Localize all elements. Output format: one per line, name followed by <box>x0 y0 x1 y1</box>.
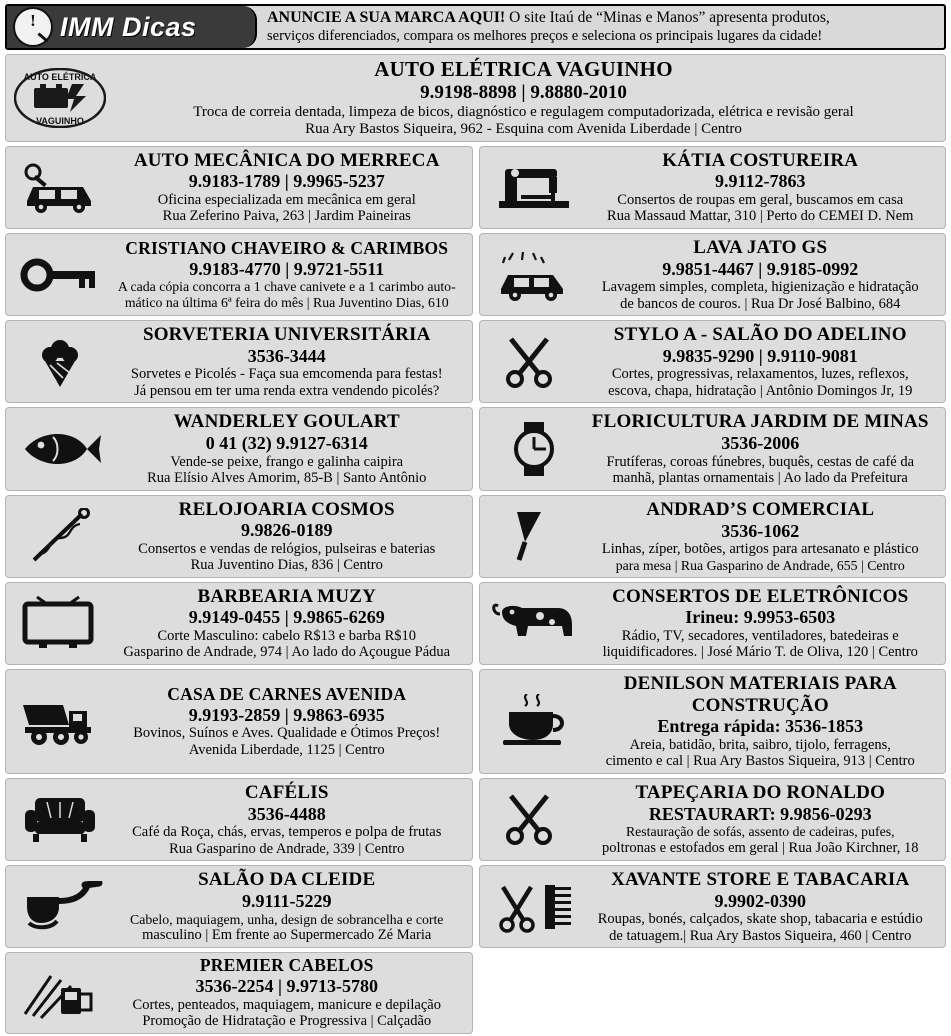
ad-address-line: Promoção de Hidratação e Progressiva | Calçadão <box>142 1013 432 1030</box>
header-ad-line-2: serviços diferenciados, compara os melhores preços e seleciona os principais lugares da cidade! <box>267 27 823 44</box>
ad-description-line: Cabelo, maquiagem, unha, design de sobrancelha e corte <box>130 911 444 927</box>
ad-text-relojoaria-cosmos <box>582 411 940 486</box>
ad-card-salao-da-cleide[interactable] <box>479 778 947 861</box>
ad-card-relojoaria-cosmos[interactable] <box>479 407 947 490</box>
ad-description-line: Areia, batidão, brita, saibro, tijolo, ferragens, <box>629 736 891 753</box>
ad-address-line: Avenida Liberdade, 1125 | Centro <box>188 741 385 758</box>
car-battery-lightning-icon <box>12 68 108 128</box>
ad-description-line: Consertos e vendas de relógios, pulseiras e baterias <box>138 540 436 557</box>
car-wash-icon <box>486 249 582 301</box>
ad-address-line: mático na última 6ª feira do mês | Rua Juventino Dias, 610 <box>124 294 449 310</box>
ad-text-sorveteria-universitaria <box>108 324 466 399</box>
coffee-cup-icon <box>486 694 582 748</box>
ad-card-cristiano-chaveiro-carimbos[interactable] <box>5 233 473 316</box>
ad-address-line: Rua Elísio Alves Amorim, 85-B | Santo Antônio <box>147 470 427 487</box>
ad-title: XAVANTE STORE E TABACARIA <box>611 869 910 891</box>
ad-card-katia-costureira[interactable] <box>479 146 947 229</box>
ad-description-line: Troca de correia dentada, limpeza de bicos, diagnóstico e regulagem computadorizada, elétrica e revisão geral <box>193 103 854 120</box>
dump-truck-icon <box>12 695 108 747</box>
ad-description-line: Lavagem simples, completa, higienização e hidratação <box>601 279 919 296</box>
ad-text-auto-mecanica-do-merreca <box>108 150 466 225</box>
ad-description-line: Roupas, bonés, calçados, skate shop, tabacaria e estúdio <box>597 911 923 928</box>
ad-description-line: Cortes, progressivas, relaxamentos, luzes, reflexos, <box>611 366 909 383</box>
smoking-pipe-icon <box>12 881 108 933</box>
ad-phone: 3536-2254 | 9.9713-5780 <box>195 976 378 997</box>
ad-title: CRISTIANO CHAVEIRO & CARIMBOS <box>125 237 449 258</box>
ad-address-line: Rua Zeferino Paiva, 263 | Jardim Paineiras <box>162 208 411 225</box>
ad-title: STYLO A - SALÃO DO ADELINO <box>613 324 907 346</box>
ad-address-line: escova, chapa, hidratação | Antônio Domingos Jr, 19 <box>608 382 913 399</box>
ad-address-line: de tatuagem.| Rua Ary Bastos Siqueira, 460 | Centro <box>609 927 912 944</box>
ad-card-xavante-store-e-tabacaria[interactable] <box>5 865 473 948</box>
ad-phone: 9.9111-5229 <box>241 891 332 912</box>
ad-card-cafelis[interactable] <box>479 669 947 774</box>
ad-card-premier-cabelos[interactable] <box>479 865 947 948</box>
key-icon <box>12 249 108 301</box>
ad-address-line: Rua Juventino Dias, 836 | Centro <box>190 557 383 574</box>
svg-text:AUTO ELÉTRICA: AUTO ELÉTRICA <box>23 71 97 82</box>
razor-icon <box>486 508 582 564</box>
ad-address-line: manhã, plantas ornamentais | Ao lado da Prefeitura <box>612 470 908 487</box>
ad-title: TAPEÇARIA DO RONALDO <box>635 782 886 804</box>
ad-address-line: Rua Massaud Mattar, 310 | Perto do CEMEI D. Nem <box>607 208 914 225</box>
ad-phone: 3536-3444 <box>247 345 326 366</box>
ad-text-tapecaria-do-ronaldo <box>108 782 466 857</box>
ad-text-katia-costureira <box>582 150 940 225</box>
ad-card-denilson-materiais-para-construcao[interactable] <box>5 669 473 774</box>
ad-text-denilson-materiais-para-construcao <box>108 685 466 758</box>
exclamation-magnifier-icon: ! <box>13 7 53 47</box>
ad-phone: 0 41 (32) 9.9127-6314 <box>205 433 368 454</box>
ad-title: BARBEARIA MUZY <box>197 585 377 607</box>
ad-phone: 9.9851-4467 | 9.9185-0992 <box>662 258 859 279</box>
ad-address-line: Rua Gasparino de Andrade, 339 | Centro <box>169 840 405 857</box>
ad-description-line: Vende-se peixe, frango e galinha caipira <box>170 453 404 470</box>
logo-text: IMM Dicas <box>60 11 197 42</box>
ad-title: AUTO ELÉTRICA VAGUINHO <box>374 57 673 81</box>
sugarcane-icon <box>12 966 108 1020</box>
ad-title: WANDERLEY GOULART <box>173 411 400 433</box>
ad-card-consertos-de-eletronicos[interactable] <box>5 582 473 665</box>
ad-description-line: Bovinos, Suínos e Aves. Qualidade e Ótimos Preços! <box>133 725 441 742</box>
header-advertisement <box>257 6 944 48</box>
ad-description-line: Rádio, TV, secadores, ventiladores, batedeiras e <box>621 627 899 644</box>
ad-text-cristiano-chaveiro-carimbos <box>108 239 466 311</box>
ad-description-line: Café da Roça, chás, ervas, temperos e polpa de frutas <box>132 824 442 841</box>
ad-text-premier-cabelos <box>582 869 940 944</box>
ad-phone: Entrega rápida: 3536-1853 <box>657 716 864 737</box>
ad-title: FLORICULTURA JARDIM DE MINAS <box>591 411 929 433</box>
ad-text-consertos-de-eletronicos <box>108 586 466 661</box>
ad-title: CONSERTOS DE ELETRÔNICOS <box>612 585 909 607</box>
ad-text-cafelis <box>582 673 940 770</box>
wristwatch-icon <box>486 421 582 477</box>
ad-title: KÁTIA COSTUREIRA <box>662 149 859 171</box>
ad-title: ANDRAD’S COMERCIAL <box>646 498 875 520</box>
ad-card-stylo-a-salao-do-adelino[interactable] <box>479 320 947 403</box>
ad-phone: 9.9835-9290 | 9.9110-9081 <box>662 345 858 366</box>
ad-text-salao-da-cleide <box>582 782 940 856</box>
ad-title: SALÃO DA CLEIDE <box>198 869 376 891</box>
ad-phone: 3536-2006 <box>721 433 800 454</box>
page-header <box>5 4 946 50</box>
ad-description-line: Frutíferas, coroas fúnebres, buquês, cestas de café da <box>606 453 915 470</box>
ad-text-andrads-comercial <box>108 499 466 574</box>
ad-address-line: cimento e cal | Rua Ary Bastos Siqueira, 913 | Centro <box>605 753 915 770</box>
ad-address-line: Gasparino de Andrade, 974 | Ao lado do Açougue Pádua <box>123 644 451 661</box>
ad-card-lava-jato-gs[interactable] <box>479 233 947 316</box>
ad-card-barbearia-muzy[interactable] <box>479 495 947 578</box>
ad-title: SORVETERIA UNIVERSITÁRIA <box>142 324 431 346</box>
ad-title: CAFÉLIS <box>244 781 329 803</box>
television-icon <box>12 596 108 650</box>
ad-title: AUTO MECÂNICA DO MERRECA <box>133 149 440 171</box>
ad-description-line: Oficina especializada em mecânica em geral <box>157 191 416 208</box>
armchair-icon <box>12 792 108 846</box>
ad-title: DENILSON MATERIAIS PARA CONSTRUÇÃO <box>623 673 897 716</box>
ad-description-line: Corte Masculino: cabelo R$13 e barba R$10 <box>157 627 417 644</box>
ad-title: PREMIER CABELOS <box>199 955 374 976</box>
ad-address-line: poltronas e estofados em geral | Rua João Kirchner, 18 <box>602 840 919 857</box>
ad-title: RELOJOARIA COSMOS <box>178 498 395 520</box>
ad-text-stylo-a-salao-do-adelino <box>582 324 940 399</box>
ad-phone: 9.9112-7863 <box>714 171 806 192</box>
advertisement-grid <box>5 54 946 1034</box>
ad-phone: 3536-1062 <box>721 520 800 541</box>
ad-description-line: Consertos de roupas em geral, buscamos em casa <box>617 191 904 208</box>
ad-card-caldo-de-cana-nivaldo-ventura[interactable] <box>5 952 473 1033</box>
ad-title: CASA DE CARNES AVENIDA <box>167 683 407 704</box>
fish-icon <box>12 425 108 473</box>
ad-description-line: Linhas, zíper, botões, artigos para artesanato e plástico <box>601 541 919 558</box>
ad-address-line: masculino | Em frente ao Supermercado Zé Maria <box>142 927 432 944</box>
header-ad-line-1-rest: O site Itaú de “Minas e Manos” apresenta produtos, <box>505 9 830 26</box>
imm-dicas-logo <box>7 6 257 48</box>
ad-text-lava-jato-gs <box>582 237 940 312</box>
ad-text-barbearia-muzy <box>582 499 940 573</box>
scissors-icon <box>486 792 582 846</box>
ad-address-line: para mesa | Rua Gasparino de Andrade, 655 | Centro <box>615 557 905 573</box>
ad-phone: 9.9183-1789 | 9.9965-5237 <box>188 171 385 192</box>
ad-address-line: Rua Ary Bastos Siqueira, 962 - Esquina com Avenida Liberdade | Centro <box>305 120 742 137</box>
ad-description-line: Restauração de sofás, assento de cadeiras, pufes, <box>625 824 895 840</box>
ad-card-auto-eletrica-vaguinho[interactable] <box>5 54 946 142</box>
ad-text-casa-de-carnes-avenida <box>582 586 940 661</box>
ad-card-auto-mecanica-do-merreca[interactable] <box>5 146 473 229</box>
ad-card-wanderley-goulart[interactable] <box>5 407 473 490</box>
sewing-machine-icon <box>486 161 582 213</box>
cow-icon <box>486 596 582 650</box>
ad-address-line: liquidificadores. | José Mário T. de Oliva, 120 | Centro <box>602 644 918 661</box>
ad-text-caldo-de-cana-nivaldo-ventura <box>108 956 466 1029</box>
ice-cream-cone-icon <box>12 335 108 389</box>
ad-card-tapecaria-do-ronaldo[interactable] <box>5 778 473 861</box>
ad-text-auto-eletrica-vaguinho <box>108 58 939 138</box>
ad-phone: 9.9826-0189 <box>241 520 333 541</box>
ad-text-wanderley-goulart <box>108 411 466 486</box>
ad-address-line: Já pensou em ter uma renda extra vendendo picolés? <box>134 382 440 399</box>
ad-phone: 9.9193-2859 | 9.9863-6935 <box>188 704 385 725</box>
ad-title: LAVA JATO GS <box>693 236 828 258</box>
ad-description-line: A cada cópia concorra a 1 chave canivete e a 1 carimbo auto- <box>117 279 456 295</box>
ad-phone: 9.9149-0455 | 9.9865-6269 <box>188 607 385 628</box>
ad-description-line: Cortes, penteados, maquiagem, manicure e depilação <box>132 996 441 1013</box>
ad-phone: 3536-4488 <box>247 803 326 824</box>
ad-address-line: de bancos de couros. | Rua Dr José Balbino, 684 <box>620 295 901 312</box>
ad-phone: 9.9183-4770 | 9.9721-5511 <box>189 258 385 279</box>
ad-card-casa-de-carnes-avenida[interactable] <box>479 582 947 665</box>
ad-text-xavante-store-e-tabacaria <box>108 869 466 943</box>
ad-card-sorveteria-universitaria[interactable] <box>5 320 473 403</box>
ad-phone: Irineu: 9.9953-6503 <box>685 607 836 628</box>
needle-thread-icon <box>12 508 108 564</box>
comb-scissors-icon <box>486 879 582 935</box>
scissors-icon <box>486 335 582 389</box>
svg-text:VAGUINHO: VAGUINHO <box>36 115 84 126</box>
ad-phone: 9.9198-8898 | 9.8880-2010 <box>420 81 627 103</box>
header-ad-headline: ANUNCIE A SUA MARCA AQUI! <box>267 9 506 26</box>
ad-phone: RESTAURART: 9.9856-0293 <box>648 803 872 824</box>
ad-card-andrads-comercial[interactable] <box>5 495 473 578</box>
ad-phone: 9.9902-0390 <box>714 890 806 911</box>
ad-description-line: Sorvetes e Picolés - Faça sua emcomenda para festas! <box>130 366 443 383</box>
header-ad-line-1 <box>267 9 936 28</box>
car-repair-icon <box>12 161 108 213</box>
